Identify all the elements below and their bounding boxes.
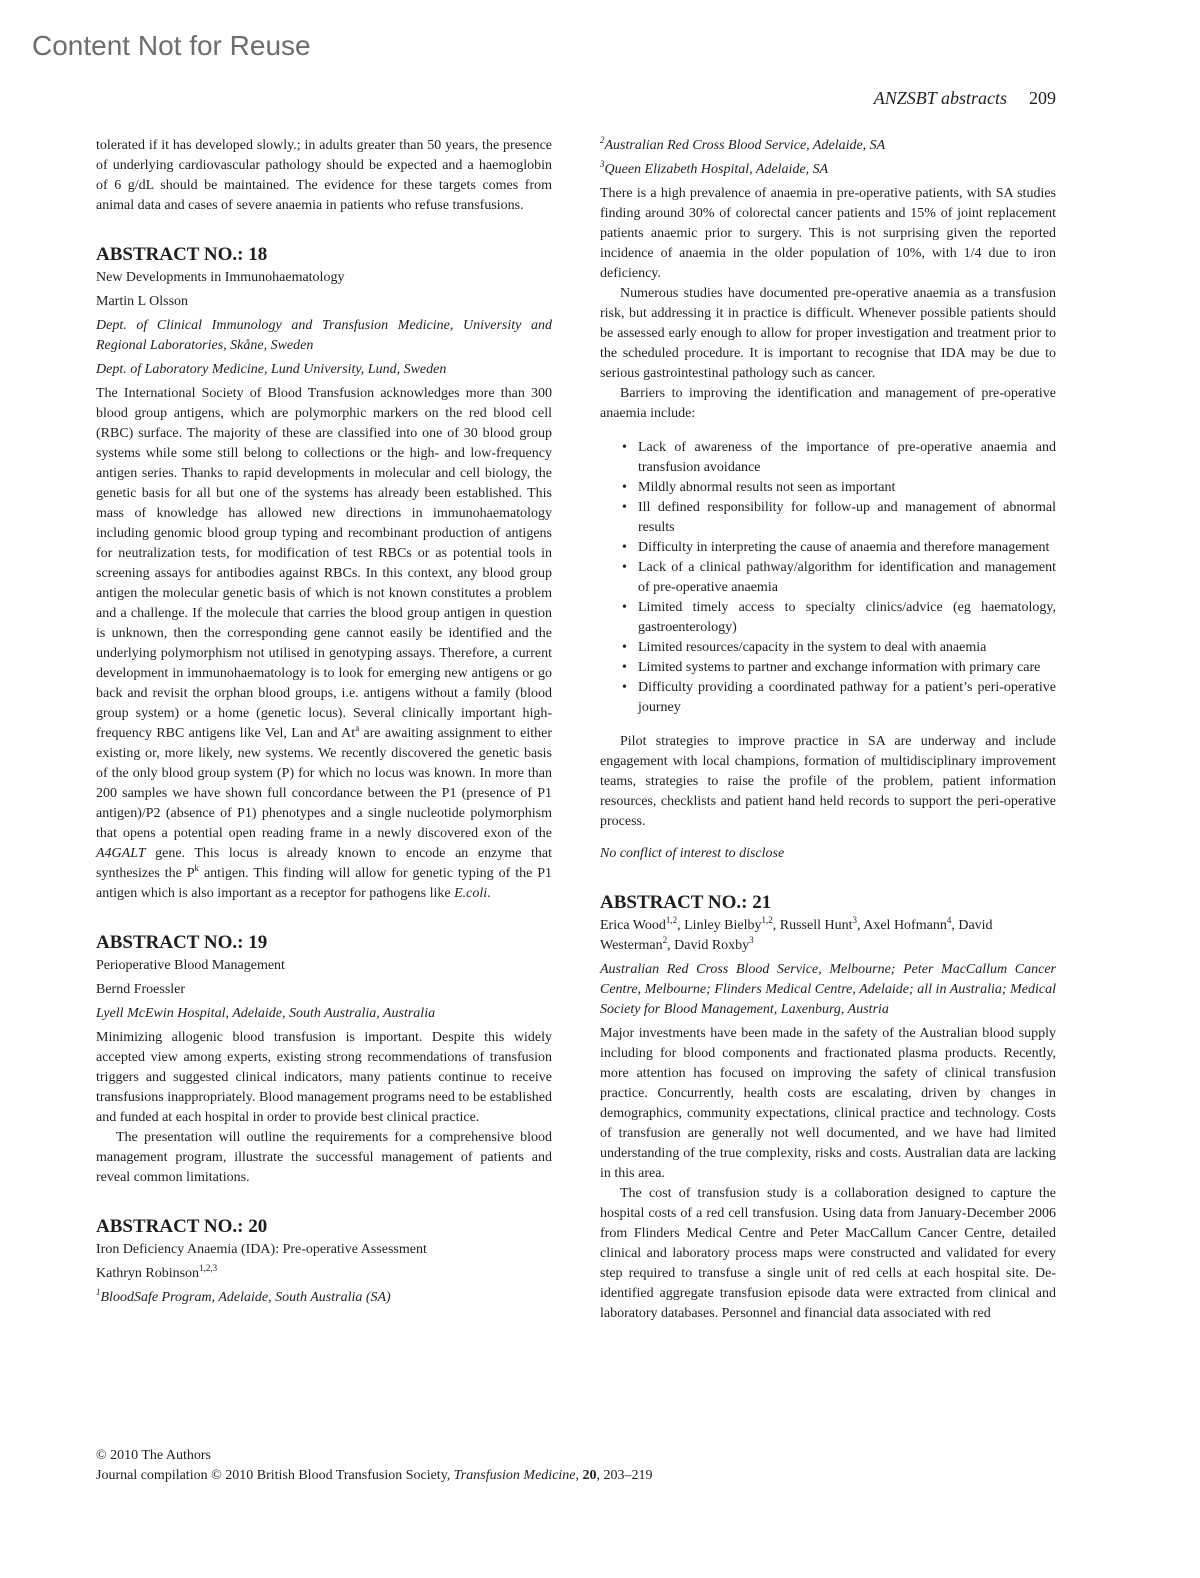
affiliation [96,360,552,380]
affiliation [600,160,1056,180]
text-run: A4GALT [96,846,146,861]
text-run: Perioperative Blood Management [96,958,285,973]
text-run: , [575,1468,583,1483]
superscript: 1,2 [665,915,678,925]
text-run: Numerous studies have documented pre-operative anaemia as a transfusion risk, but addressing it in practice is difficult. Whenever possible patients should be assessed early enough to allow for proper investigation and treatment prior to the scheduled procedure. It is important to recognise that IDA may be due to serious gastrointestinal pathology such as cancer. [600,286,1056,381]
text-run: ABSTRACT NO.: 21 [600,892,772,913]
text-run: gene. This locus is already known to encode an enzyme that synthesizes the P [96,846,552,881]
text-run: Kathryn Robinson [96,1266,200,1281]
paragraph [96,384,552,904]
left-column [96,136,552,1312]
bullet-item: • Limited resources/capacity in the system to deal with anaemia [638,638,1056,658]
paragraph [600,732,1056,832]
journal-section-title: ANZSBT abstracts [873,88,1007,108]
bullet-item: • Limited timely access to specialty clinics/advice (eg haematology, gastroenterology) [638,598,1056,638]
text-run: Transfusion Medicine [453,1468,576,1483]
bullet-list [600,438,1056,718]
bullet-item: • Lack of a clinical pathway/algorithm for identification and management of pre-operative anaemia [638,558,1056,598]
text-run: The cost of transfusion study is a collaboration designed to capture the hospital costs of a red cell transfusion. Using data from January-December 2006 from Flinders Medical Centre and Peter MacCallum Cancer Centre, detailed clinical and laboratory process maps were constructed and validated for every step required to transfuse a single unit of red cells at each hospital site. De-identified aggregate transfusion episode data were extracted from clinical and laboratory databases. Personnel and financial data associated with red [600,1186,1056,1321]
text-run: . [487,886,491,901]
author-line [96,292,552,312]
text-run: ABSTRACT NO.: 20 [96,1216,268,1237]
text-run: Minimizing allogenic blood transfusion is important. Despite this widely accepted view among experts, existing strong recommendations of transfusion triggers and suggested clinical indicators, many patients continue to receive transfusions inappropriately. Blood management programs need to be established and funded at each hospital in order to provide best clinical practice. [96,1030,552,1125]
copyright-line: © 2010 The Authors [96,1448,211,1463]
bullet-item: • Mildly abnormal results not seen as important [638,478,1056,498]
text-run: BloodSafe Program, Adelaide, South Australia (SA) [100,1290,391,1305]
text-run: tolerated if it has developed slowly.; in adults greater than 50 years, the presence of underlying cardiovascular pathology should be expected and a haemoglobin of 6 g/dL should be maintained. The evidence for these targets comes from animal data and cases of severe anaemia in patients who refuse transfusions. [96,138,552,213]
affiliation [600,960,1056,1020]
text-run: , Axel Hofmann [857,918,947,933]
affiliation [96,1288,552,1308]
paragraph [600,184,1056,284]
text-run: Iron Deficiency Anaemia (IDA): Pre-operative Assessment [96,1242,427,1257]
text-run: Dept. of Clinical Immunology and Transfusion Medicine, University and Regional Laboratories, Skåne, Sweden [96,318,552,353]
bullet-item: • Limited systems to partner and exchange information with primary care [638,658,1056,678]
text-run: The International Society of Blood Transfusion acknowledges more than 300 blood group antigens, which are polymorphic markers on the red blood cell (RBC) surface. The majority of these are classified into one of 30 blood group systems while some still belong to collections or the high- and low-frequency antigen series. Thanks to rapid developments in molecular and cell biology, the genetic basis for all but one of the systems has already been established. This mass of knowledge has allowed new directions in immunohaematology including genomic blood group typing and recombinant production of antigens for neutralization tests, for modification of test RBCs or as potential tools in screening assays for antibodies against RBCs. In this context, any blood group antigen the molecular genetic basis of which is not known constitutes a problem and a challenge. If the molecule that carries the blood group antigen in question is unknown, then the corresponding gene cannot easily be identified and the underlying polymorphism not utilised in genotyping assays. Therefore, a current development in immunohaematology is to look for emerging new antigens or go back and revisit the orphan blood groups, i.e. antigens without a family (blood group system) or a home (genetic locus). Several clinically important high-frequency RBC antigens like Vel, Lan and At [96,386,552,741]
paragraph [600,1024,1056,1184]
text-run: , Linley Bielby [677,918,762,933]
superscript: 1,2,3 [199,1263,218,1273]
paragraph [96,1128,552,1188]
text-run: No conflict of interest to disclose [600,846,785,861]
affiliation [96,316,552,356]
affiliation [600,844,1056,864]
text-run: Australian Red Cross Blood Service, Adelaide, SA [604,138,886,153]
paragraph [96,136,552,216]
abstract-heading [96,244,552,266]
text-run: , David Westerman [600,918,993,953]
paragraph [600,284,1056,384]
text-run: Queen Elizabeth Hospital, Adelaide, SA [604,162,829,177]
abstract-heading [96,1216,552,1238]
bullet-item: • Lack of awareness of the importance of pre-operative anaemia and transfusion avoidance [638,438,1056,478]
text-run: Pilot strategies to improve practice in SA are underway and include engagement with local champions, formation of multidisciplinary improvement teams, strategies to raise the profile of the problem, patient information resources, checklists and patient hand held records to support the peri-operative process. [600,734,1056,829]
footer [96,1446,653,1486]
affiliation [600,136,1056,156]
text-run: Martin L Olsson [96,294,189,309]
superscript: 4 [946,915,952,925]
text-run: Dept. of Laboratory Medicine, Lund University, Lund, Sweden [96,362,447,377]
bullet-item: • Ill defined responsibility for follow-up and management of abnormal results [638,498,1056,538]
text-run: , Russell Hunt [772,918,853,933]
journal-compilation-line [96,1466,653,1486]
text-run: antigen. This finding will allow for genetic typing of the P1 antigen which is also important as a receptor for pathogens like [96,866,553,901]
text-run: Erica Wood [600,918,666,933]
text-run: ABSTRACT NO.: 18 [96,244,268,265]
author-line [600,916,1056,956]
text-run: Journal compilation © 2010 British Blood Transfusion Society, [96,1468,454,1483]
paragraph [96,1028,552,1128]
text-run: E.coli [454,886,488,901]
superscript: 3 [852,915,857,925]
text-run: ABSTRACT NO.: 19 [96,932,268,953]
text-run: , 203–219 [596,1468,653,1483]
abstract-title [96,956,552,976]
superscript: 3 [749,935,754,945]
superscript: 2 [662,935,668,945]
abstract-title [96,1240,552,1260]
superscript: 1,2 [761,915,773,925]
author-line [96,1264,552,1284]
bullet-item: • Difficulty providing a coordinated pathway for a patient’s peri-operative journey [638,678,1056,718]
text-run: , David Roxby [667,938,750,953]
author-line [96,980,552,1000]
abstract-heading [96,932,552,954]
abstract-heading [600,892,1056,914]
text-run: The presentation will outline the requirements for a comprehensive blood management program, illustrate the successful management of patients and reveal common limitations. [96,1130,552,1185]
bullet-item: • Difficulty in interpreting the cause of anaemia and therefore management [638,538,1056,558]
text-run: 20 [582,1468,597,1483]
affiliation [96,1004,552,1024]
text-run: New Developments in Immunohaematology [96,270,345,285]
text-run: are awaiting assignment to either existing or, more likely, new systems. We recently discovered the genetic basis of the only blood group system (P) for which no locus was known. In more than 200 samples we have shown full concordance between the P1 (presence of P1 antigen)/P2 (absence of P1) phenotypes and a single nucleotide polymorphism that opens a potential open reading frame in a newly discovered exon of the [96,726,552,841]
page-number: 209 [1029,88,1056,108]
right-column [600,136,1056,1324]
text-run: There is a high prevalence of anaemia in pre-operative patients, with SA studies finding around 30% of colorectal cancer patients and 15% of joint replacement patients anaemic prior to surgery. This is not surprising given the reported incidence of anaemia in the older population of 10%, with 1/4 due to iron deficiency. [600,186,1056,281]
text-run: Bernd Froessler [96,982,186,997]
superscript: 2 [600,135,605,145]
superscript: 1 [96,1287,101,1297]
abstract-title [96,268,552,288]
superscript: 3 [600,159,605,169]
superscript: a [355,723,360,733]
paragraph [600,1184,1056,1324]
text-run: Barriers to improving the identification and management of pre-operative anaemia include: [600,386,1056,421]
text-run: Lyell McEwin Hospital, Adelaide, South Australia, Australia [96,1006,436,1021]
text-run: Major investments have been made in the safety of the Australian blood supply including for blood components and fractionated plasma products. Recently, more attention has focused on improving the safety of clinical transfusion practice. Concurrently, health costs are escalating, driven by changes in demographics, community expectations, clinical practice and technology. Costs of transfusion are generally not well documented, and we have had limited understanding of the true complexity, risks and costs. Australian data are lacking in this area. [600,1026,1056,1181]
running-head [874,88,1056,109]
superscript: k [194,863,200,873]
text-run: Australian Red Cross Blood Service, Melbourne; Peter MacCallum Cancer Centre, Melbourne; Flinders Medical Centre, Adelaide; all in Australia; Medical Society for Blood Management, Laxenburg, Austria [600,962,1056,1017]
paragraph [600,384,1056,424]
watermark: Content Not for Reuse [32,30,311,61]
